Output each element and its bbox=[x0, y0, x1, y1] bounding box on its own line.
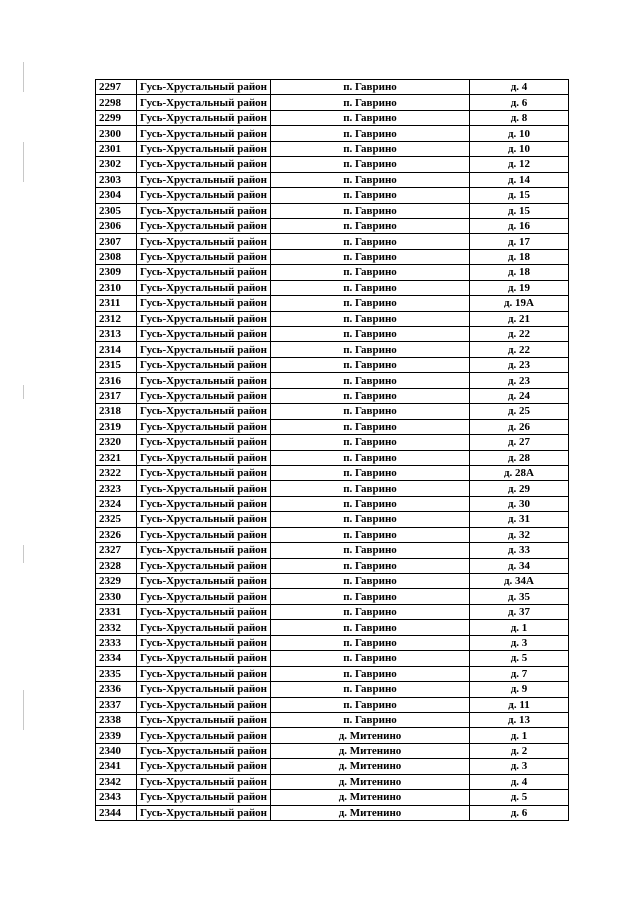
house-cell: д. 5 bbox=[470, 790, 569, 805]
settlement-cell: п. Гаврино bbox=[271, 435, 470, 450]
settlement-cell: п. Гаврино bbox=[271, 296, 470, 311]
house-cell: д. 3 bbox=[470, 759, 569, 774]
district-cell: Гусь-Хрустальный район bbox=[137, 311, 271, 326]
table-row bbox=[96, 666, 569, 681]
row-number-cell: 2314 bbox=[96, 342, 137, 357]
row-number-cell: 2331 bbox=[96, 604, 137, 619]
table-row bbox=[96, 712, 569, 727]
settlement-cell: п. Гаврино bbox=[271, 620, 470, 635]
district-cell: Гусь-Хрустальный район bbox=[137, 280, 271, 295]
address-table bbox=[95, 79, 569, 821]
row-number-cell: 2316 bbox=[96, 373, 137, 388]
settlement-cell: п. Гаврино bbox=[271, 496, 470, 511]
row-number-cell: 2307 bbox=[96, 234, 137, 249]
row-number-cell: 2344 bbox=[96, 805, 137, 820]
settlement-cell: д. Митенино bbox=[271, 774, 470, 789]
table-row bbox=[96, 373, 569, 388]
table-row bbox=[96, 759, 569, 774]
row-number-cell: 2343 bbox=[96, 790, 137, 805]
settlement-cell: п. Гаврино bbox=[271, 280, 470, 295]
district-cell: Гусь-Хрустальный район bbox=[137, 188, 271, 203]
district-cell: Гусь-Хрустальный район bbox=[137, 496, 271, 511]
row-number-cell: 2335 bbox=[96, 666, 137, 681]
district-cell: Гусь-Хрустальный район bbox=[137, 589, 271, 604]
district-cell: Гусь-Хрустальный район bbox=[137, 234, 271, 249]
house-cell: д. 4 bbox=[470, 80, 569, 95]
settlement-cell: п. Гаврино bbox=[271, 373, 470, 388]
table-row bbox=[96, 790, 569, 805]
district-cell: Гусь-Хрустальный район bbox=[137, 620, 271, 635]
row-number-cell: 2309 bbox=[96, 265, 137, 280]
settlement-cell: п. Гаврино bbox=[271, 110, 470, 125]
table-row bbox=[96, 543, 569, 558]
settlement-cell: д. Митенино bbox=[271, 728, 470, 743]
district-cell: Гусь-Хрустальный район bbox=[137, 157, 271, 172]
district-cell: Гусь-Хрустальный район bbox=[137, 218, 271, 233]
row-number-cell: 2323 bbox=[96, 481, 137, 496]
district-cell: Гусь-Хрустальный район bbox=[137, 743, 271, 758]
row-number-cell: 2299 bbox=[96, 110, 137, 125]
house-cell: д. 18 bbox=[470, 249, 569, 264]
table-row bbox=[96, 512, 569, 527]
district-cell: Гусь-Хрустальный район bbox=[137, 373, 271, 388]
row-number-cell: 2334 bbox=[96, 651, 137, 666]
table-row bbox=[96, 172, 569, 187]
settlement-cell: п. Гаврино bbox=[271, 265, 470, 280]
table-row bbox=[96, 157, 569, 172]
settlement-cell: п. Гаврино bbox=[271, 419, 470, 434]
table-row bbox=[96, 80, 569, 95]
house-cell: д. 18 bbox=[470, 265, 569, 280]
settlement-cell: п. Гаврино bbox=[271, 682, 470, 697]
row-number-cell: 2324 bbox=[96, 496, 137, 511]
row-number-cell: 2304 bbox=[96, 188, 137, 203]
table-row bbox=[96, 203, 569, 218]
district-cell: Гусь-Хрустальный район bbox=[137, 141, 271, 156]
settlement-cell: п. Гаврино bbox=[271, 512, 470, 527]
settlement-cell: п. Гаврино bbox=[271, 388, 470, 403]
row-number-cell: 2320 bbox=[96, 435, 137, 450]
row-number-cell: 2342 bbox=[96, 774, 137, 789]
table-row bbox=[96, 435, 569, 450]
settlement-cell: п. Гаврино bbox=[271, 357, 470, 372]
table-row bbox=[96, 774, 569, 789]
table-row bbox=[96, 327, 569, 342]
table-row bbox=[96, 651, 569, 666]
settlement-cell: п. Гаврино bbox=[271, 635, 470, 650]
district-cell: Гусь-Хрустальный район bbox=[137, 203, 271, 218]
district-cell: Гусь-Хрустальный район bbox=[137, 697, 271, 712]
district-cell: Гусь-Хрустальный район bbox=[137, 95, 271, 110]
row-number-cell: 2329 bbox=[96, 574, 137, 589]
row-number-cell: 2321 bbox=[96, 450, 137, 465]
district-cell: Гусь-Хрустальный район bbox=[137, 543, 271, 558]
row-number-cell: 2303 bbox=[96, 172, 137, 187]
row-number-cell: 2333 bbox=[96, 635, 137, 650]
settlement-cell: п. Гаврино bbox=[271, 465, 470, 480]
scan-mark bbox=[23, 142, 24, 182]
settlement-cell: п. Гаврино bbox=[271, 574, 470, 589]
settlement-cell: п. Гаврино bbox=[271, 450, 470, 465]
house-cell: д. 15 bbox=[470, 188, 569, 203]
house-cell: д. 26 bbox=[470, 419, 569, 434]
table-row bbox=[96, 527, 569, 542]
scan-mark bbox=[23, 545, 24, 563]
settlement-cell: п. Гаврино bbox=[271, 543, 470, 558]
table-row bbox=[96, 805, 569, 820]
district-cell: Гусь-Хрустальный район bbox=[137, 327, 271, 342]
settlement-cell: п. Гаврино bbox=[271, 697, 470, 712]
settlement-cell: п. Гаврино bbox=[271, 558, 470, 573]
row-number-cell: 2340 bbox=[96, 743, 137, 758]
settlement-cell: п. Гаврино bbox=[271, 203, 470, 218]
house-cell: д. 23 bbox=[470, 373, 569, 388]
district-cell: Гусь-Хрустальный район bbox=[137, 635, 271, 650]
row-number-cell: 2322 bbox=[96, 465, 137, 480]
table-row bbox=[96, 604, 569, 619]
district-cell: Гусь-Хрустальный район bbox=[137, 80, 271, 95]
district-cell: Гусь-Хрустальный район bbox=[137, 574, 271, 589]
house-cell: д. 4 bbox=[470, 774, 569, 789]
table-row bbox=[96, 574, 569, 589]
house-cell: д. 37 bbox=[470, 604, 569, 619]
settlement-cell: п. Гаврино bbox=[271, 80, 470, 95]
row-number-cell: 2317 bbox=[96, 388, 137, 403]
settlement-cell: п. Гаврино bbox=[271, 327, 470, 342]
settlement-cell: п. Гаврино bbox=[271, 234, 470, 249]
settlement-cell: п. Гаврино bbox=[271, 95, 470, 110]
table-row bbox=[96, 635, 569, 650]
district-cell: Гусь-Хрустальный район bbox=[137, 712, 271, 727]
house-cell: д. 5 bbox=[470, 651, 569, 666]
table-row bbox=[96, 419, 569, 434]
district-cell: Гусь-Хрустальный район bbox=[137, 450, 271, 465]
row-number-cell: 2313 bbox=[96, 327, 137, 342]
row-number-cell: 2330 bbox=[96, 589, 137, 604]
district-cell: Гусь-Хрустальный район bbox=[137, 388, 271, 403]
table-row bbox=[96, 620, 569, 635]
district-cell: Гусь-Хрустальный район bbox=[137, 728, 271, 743]
table-row bbox=[96, 743, 569, 758]
row-number-cell: 2301 bbox=[96, 141, 137, 156]
district-cell: Гусь-Хрустальный район bbox=[137, 357, 271, 372]
house-cell: д. 32 bbox=[470, 527, 569, 542]
house-cell: д. 25 bbox=[470, 404, 569, 419]
house-cell: д. 8 bbox=[470, 110, 569, 125]
house-cell: д. 17 bbox=[470, 234, 569, 249]
row-number-cell: 2318 bbox=[96, 404, 137, 419]
settlement-cell: д. Митенино bbox=[271, 805, 470, 820]
settlement-cell: д. Митенино bbox=[271, 759, 470, 774]
row-number-cell: 2315 bbox=[96, 357, 137, 372]
house-cell: д. 1 bbox=[470, 728, 569, 743]
table-row bbox=[96, 481, 569, 496]
district-cell: Гусь-Хрустальный район bbox=[137, 110, 271, 125]
district-cell: Гусь-Хрустальный район bbox=[137, 527, 271, 542]
settlement-cell: д. Митенино bbox=[271, 743, 470, 758]
district-cell: Гусь-Хрустальный район bbox=[137, 651, 271, 666]
house-cell: д. 19А bbox=[470, 296, 569, 311]
settlement-cell: п. Гаврино bbox=[271, 589, 470, 604]
table-row bbox=[96, 141, 569, 156]
table-row bbox=[96, 496, 569, 511]
row-number-cell: 2302 bbox=[96, 157, 137, 172]
district-cell: Гусь-Хрустальный район bbox=[137, 481, 271, 496]
house-cell: д. 14 bbox=[470, 172, 569, 187]
row-number-cell: 2336 bbox=[96, 682, 137, 697]
settlement-cell: п. Гаврино bbox=[271, 342, 470, 357]
district-cell: Гусь-Хрустальный район bbox=[137, 342, 271, 357]
house-cell: д. 13 bbox=[470, 712, 569, 727]
district-cell: Гусь-Хрустальный район bbox=[137, 604, 271, 619]
house-cell: д. 24 bbox=[470, 388, 569, 403]
house-cell: д. 27 bbox=[470, 435, 569, 450]
table-row bbox=[96, 388, 569, 403]
house-cell: д. 6 bbox=[470, 805, 569, 820]
house-cell: д. 21 bbox=[470, 311, 569, 326]
table-row bbox=[96, 311, 569, 326]
table-row bbox=[96, 558, 569, 573]
house-cell: д. 9 bbox=[470, 682, 569, 697]
district-cell: Гусь-Хрустальный район bbox=[137, 296, 271, 311]
house-cell: д. 16 bbox=[470, 218, 569, 233]
row-number-cell: 2319 bbox=[96, 419, 137, 434]
house-cell: д. 2 bbox=[470, 743, 569, 758]
house-cell: д. 29 bbox=[470, 481, 569, 496]
row-number-cell: 2339 bbox=[96, 728, 137, 743]
house-cell: д. 28А bbox=[470, 465, 569, 480]
house-cell: д. 22 bbox=[470, 327, 569, 342]
row-number-cell: 2306 bbox=[96, 218, 137, 233]
district-cell: Гусь-Хрустальный район bbox=[137, 666, 271, 681]
table-row bbox=[96, 697, 569, 712]
settlement-cell: п. Гаврино bbox=[271, 141, 470, 156]
table-row bbox=[96, 728, 569, 743]
table-row bbox=[96, 218, 569, 233]
house-cell: д. 35 bbox=[470, 589, 569, 604]
district-cell: Гусь-Хрустальный район bbox=[137, 249, 271, 264]
house-cell: д. 30 bbox=[470, 496, 569, 511]
row-number-cell: 2305 bbox=[96, 203, 137, 218]
settlement-cell: п. Гаврино bbox=[271, 188, 470, 203]
table-row bbox=[96, 95, 569, 110]
district-cell: Гусь-Хрустальный район bbox=[137, 774, 271, 789]
district-cell: Гусь-Хрустальный район bbox=[137, 265, 271, 280]
district-cell: Гусь-Хрустальный район bbox=[137, 404, 271, 419]
settlement-cell: п. Гаврино bbox=[271, 481, 470, 496]
house-cell: д. 33 bbox=[470, 543, 569, 558]
row-number-cell: 2326 bbox=[96, 527, 137, 542]
house-cell: д. 23 bbox=[470, 357, 569, 372]
house-cell: д. 31 bbox=[470, 512, 569, 527]
house-cell: д. 6 bbox=[470, 95, 569, 110]
house-cell: д. 15 bbox=[470, 203, 569, 218]
table-row bbox=[96, 682, 569, 697]
house-cell: д. 12 bbox=[470, 157, 569, 172]
table-row bbox=[96, 249, 569, 264]
settlement-cell: п. Гаврино bbox=[271, 126, 470, 141]
settlement-cell: п. Гаврино bbox=[271, 249, 470, 264]
row-number-cell: 2328 bbox=[96, 558, 137, 573]
house-cell: д. 34А bbox=[470, 574, 569, 589]
district-cell: Гусь-Хрустальный район bbox=[137, 435, 271, 450]
table-row bbox=[96, 589, 569, 604]
row-number-cell: 2310 bbox=[96, 280, 137, 295]
table-row bbox=[96, 110, 569, 125]
table-row bbox=[96, 265, 569, 280]
district-cell: Гусь-Хрустальный район bbox=[137, 682, 271, 697]
row-number-cell: 2338 bbox=[96, 712, 137, 727]
district-cell: Гусь-Хрустальный район bbox=[137, 759, 271, 774]
table-row bbox=[96, 357, 569, 372]
house-cell: д. 3 bbox=[470, 635, 569, 650]
row-number-cell: 2337 bbox=[96, 697, 137, 712]
district-cell: Гусь-Хрустальный район bbox=[137, 558, 271, 573]
settlement-cell: п. Гаврино bbox=[271, 604, 470, 619]
house-cell: д. 10 bbox=[470, 126, 569, 141]
settlement-cell: п. Гаврино bbox=[271, 157, 470, 172]
settlement-cell: п. Гаврино bbox=[271, 404, 470, 419]
house-cell: д. 11 bbox=[470, 697, 569, 712]
row-number-cell: 2327 bbox=[96, 543, 137, 558]
district-cell: Гусь-Хрустальный район bbox=[137, 126, 271, 141]
table-row bbox=[96, 465, 569, 480]
table-row bbox=[96, 280, 569, 295]
house-cell: д. 7 bbox=[470, 666, 569, 681]
row-number-cell: 2341 bbox=[96, 759, 137, 774]
table-row bbox=[96, 126, 569, 141]
settlement-cell: п. Гаврино bbox=[271, 218, 470, 233]
district-cell: Гусь-Хрустальный район bbox=[137, 419, 271, 434]
settlement-cell: п. Гаврино bbox=[271, 666, 470, 681]
row-number-cell: 2297 bbox=[96, 80, 137, 95]
row-number-cell: 2298 bbox=[96, 95, 137, 110]
table-row bbox=[96, 404, 569, 419]
scan-mark bbox=[23, 690, 24, 730]
settlement-cell: д. Митенино bbox=[271, 790, 470, 805]
row-number-cell: 2308 bbox=[96, 249, 137, 264]
settlement-cell: п. Гаврино bbox=[271, 527, 470, 542]
district-cell: Гусь-Хрустальный район bbox=[137, 172, 271, 187]
table-row bbox=[96, 188, 569, 203]
scan-mark bbox=[23, 385, 24, 399]
settlement-cell: п. Гаврино bbox=[271, 311, 470, 326]
district-cell: Гусь-Хрустальный район bbox=[137, 805, 271, 820]
settlement-cell: п. Гаврино bbox=[271, 172, 470, 187]
table-row bbox=[96, 234, 569, 249]
row-number-cell: 2312 bbox=[96, 311, 137, 326]
table-row bbox=[96, 450, 569, 465]
house-cell: д. 28 bbox=[470, 450, 569, 465]
district-cell: Гусь-Хрустальный район bbox=[137, 512, 271, 527]
table-row bbox=[96, 342, 569, 357]
row-number-cell: 2311 bbox=[96, 296, 137, 311]
settlement-cell: п. Гаврино bbox=[271, 651, 470, 666]
district-cell: Гусь-Хрустальный район bbox=[137, 790, 271, 805]
settlement-cell: п. Гаврино bbox=[271, 712, 470, 727]
row-number-cell: 2325 bbox=[96, 512, 137, 527]
row-number-cell: 2300 bbox=[96, 126, 137, 141]
row-number-cell: 2332 bbox=[96, 620, 137, 635]
district-cell: Гусь-Хрустальный район bbox=[137, 465, 271, 480]
house-cell: д. 22 bbox=[470, 342, 569, 357]
house-cell: д. 19 bbox=[470, 280, 569, 295]
address-table-body bbox=[96, 80, 569, 821]
table-row bbox=[96, 296, 569, 311]
scan-mark bbox=[23, 62, 24, 92]
house-cell: д. 10 bbox=[470, 141, 569, 156]
house-cell: д. 1 bbox=[470, 620, 569, 635]
house-cell: д. 34 bbox=[470, 558, 569, 573]
